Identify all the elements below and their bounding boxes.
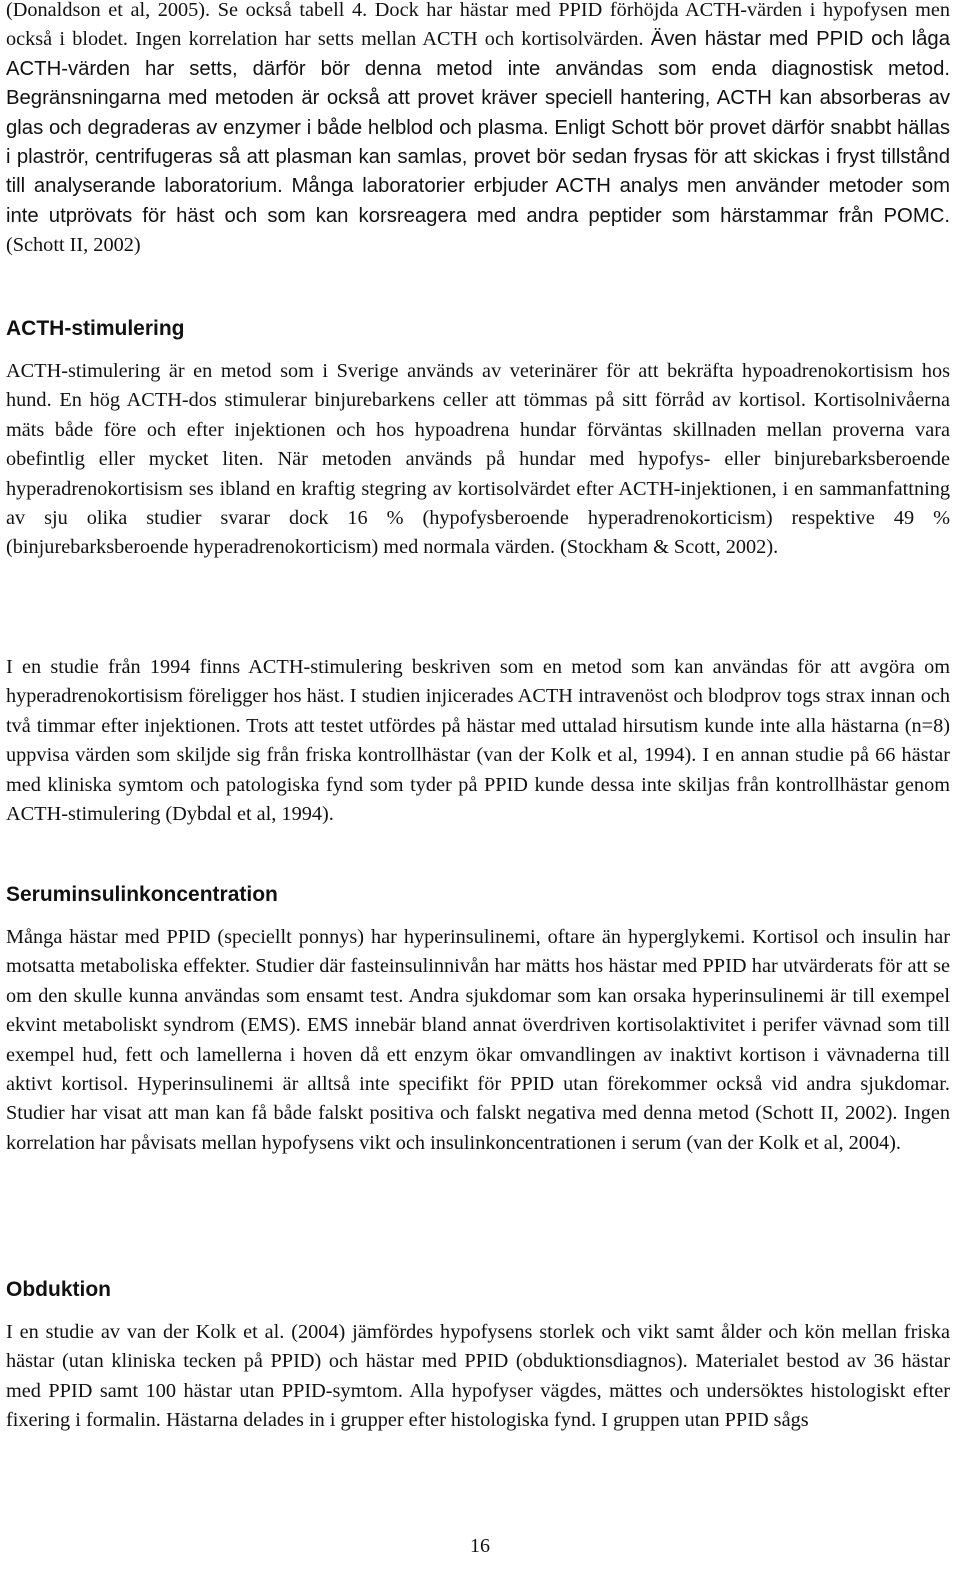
heading-acth-stimulering: ACTH-stimulering [6, 317, 185, 340]
paragraph-acth-text-a: (Donaldson et al, 2005). Se också tabell 4. Dock har hästar med PPID förhöjda ACTH-värden i hypofysen men också i blodet. Ingen korrelation har setts mellan ACTH och kortisolvärden. [6, 0, 950, 51]
paragraph-obduktion: I en studie av van der Kolk et al. (2004) jämfördes hypofysens storlek och vikt samt ålder och kön mellan friska hästar (utan kliniska tecken på PPID) och hästar med PPID (obduktionsdiagnos). Materialet bestod av 36 hästar med PPID samt 100 hästar utan PPID-symtom. Alla hypofyser vägdes, mättes och undersöktes histologiskt efter fixering i formalin. Hästarna delades in i grupper efter histologiska fynd. I gruppen utan PPID sågs [6, 1321, 950, 1432]
heading-seruminsulin: Seruminsulinkoncentration [6, 883, 278, 906]
paragraph-acth-stimulering-dog: ACTH-stimulering är en metod som i Sverige används av veterinärer för att bekräfta hypoadrenokortisism hos hund. En hög ACTH-dos stimulerar binjurebarkens celler att tömmas på sitt förråd av kortisol. Kortisolnivåerna mäts både före och efter injektionen och hos hypoadrena hundar förväntas skillnaden mellan proverna vara obefintlig eller mycket liten. När metoden används på hundar med hypofys- eller binjurebarksberoende hyperadrenokortisism ses ibland en kraftig stegring av kortisolvärdet efter ACTH-injektionen, i en sammanfattning av sju olika studier svarar dock 16 % (hypofysberoende hyperadrenokorticism) respektive 49 % (binjurebarksberoende hyperadrenokorticism) med normala värden. (Stockham & Scott, 2002). [6, 360, 950, 559]
paragraph-acth-measurement [6, 0, 950, 261]
paragraph-acth-citation: (Schott II, 2002) [6, 234, 141, 257]
paragraph-acth-stimulering-horse: I en studie från 1994 finns ACTH-stimulering beskriven som en metod som kan användas för att avgöra om hyperadrenokortisism föreligger hos häst. I studien injicerades ACTH intravenöst och blodprov togs strax innan och två timmar efter injektionen. Trots att testet utfördes på hästar med uttalad hirsutism kunde inte alla hästarna (n=8) uppvisa värden som skiljde sig från friska kontrollhästar (van der Kolk et al, 1994). I en annan studie på 66 hästar med kliniska symtom och patologiska fynd som tyder på PPID kunde dessa inte skiljas från kontrollhästar genom ACTH-stimulering (Dybdal et al, 1994). [6, 656, 950, 826]
paragraph-acth-text-b: Även hästar med PPID och låga ACTH-värden har setts, därför bör denna metod inte användas som enda diagnostisk metod. Begränsningarna med metoden är också att provet kräver speciell hantering, ACTH kan absorberas av glas och degraderas av enzymer i både helblod och plasma. Enligt Schott bör provet därför snabbt hällas i plaströr, centrifugeras så att plasman kan samlas, provet bör sedan frysas för att skickas i fryst tillstånd till analyserande laboratorium. Många laboratorier erbjuder ACTH analys men använder metoder som inte utprövats för häst och som kan korsreagera med andra peptider som härstammar från POMC. [6, 28, 950, 227]
page-number: 16 [470, 1535, 490, 1557]
paragraph-seruminsulin: Många hästar med PPID (speciellt ponnys) har hyperinsulinemi, oftare än hyperglykemi. Kortisol och insulin har motsatta metaboliska effekter. Studier där fasteinsulinnivån har mätts hos hästar med PPID har utvärderats för att se om den skulle kunna användas som ensamt test. Andra sjukdomar som kan orsaka hyperinsulinemi är till exempel ekvint metaboliskt syndrom (EMS). EMS innebär bland annat överdriven kortisolaktivitet i perifer vävnad som till exempel hud, fett och lamellerna i hoven då ett enzym ökar omvandlingen av inaktivt kortison i vävnaderna till aktivt kortisol. Hyperinsulinemi är alltså inte specifikt för PPID utan förekommer också vid andra sjukdomar. Studier har visat att man kan få både falskt positiva och falskt negativa med denna metod (Schott II, 2002). Ingen korrelation har påvisats mellan hypofysens vikt och insulinkoncentrationen i serum (van der Kolk et al, 2004). [6, 926, 950, 1154]
heading-obduktion: Obduktion [6, 1278, 111, 1301]
